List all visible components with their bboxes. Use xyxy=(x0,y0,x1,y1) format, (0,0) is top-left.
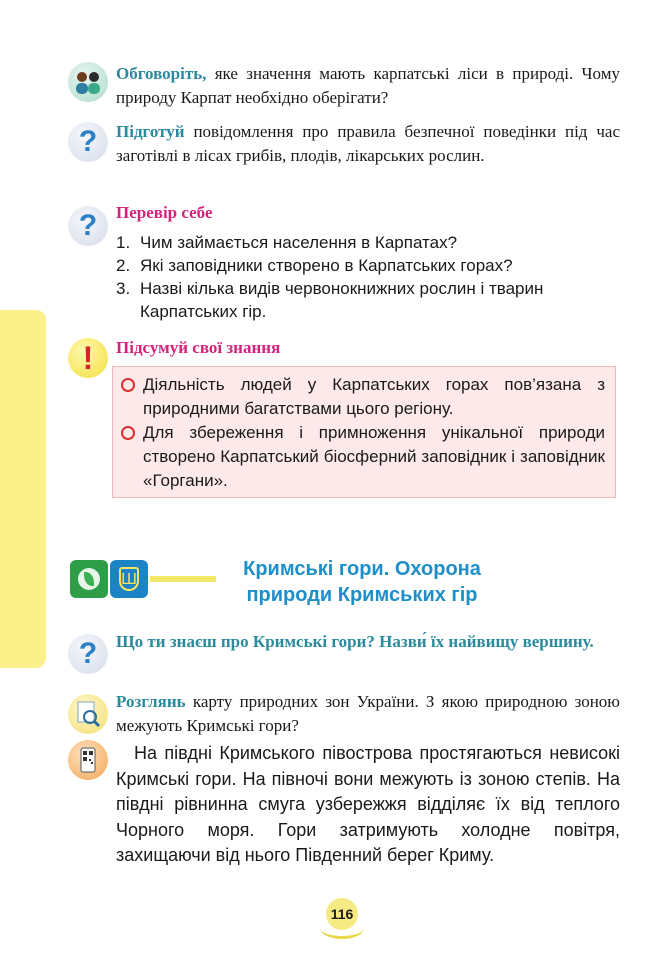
check-list xyxy=(116,231,622,323)
ring-bullet-icon xyxy=(121,378,135,392)
ukraine-trident-icon: Ш xyxy=(110,560,148,598)
page-number-swoosh xyxy=(320,918,364,939)
magnifier-map-icon xyxy=(68,694,108,734)
discuss-keyword: Обговоріть, xyxy=(116,64,207,83)
prepare-keyword: Підготуй xyxy=(116,122,185,141)
discussion-people-icon xyxy=(68,62,108,102)
body-text: На півдні Кримського півострова простягаються невисокі Кримські гори. На півночі вони межують із зоною степів. На півдні рівнинна смуга узбережжя відділяє їх від теплого Чорного моря. Гори затримують холодне повітря, захищаючи від нього Південний берег Криму. xyxy=(116,743,620,865)
side-tab xyxy=(0,310,46,668)
section-question: Що ти знаєш про Кримські гори? Назви́ їх найвищу вершину. xyxy=(116,632,594,651)
check-heading: Перевір себе xyxy=(116,203,213,222)
title-rule xyxy=(150,576,216,582)
prepare-text: повідомлення про правила безпечної поведінки під час заготівлі в лісах грибів, плодів, лікарських рослин. xyxy=(116,122,620,165)
discuss-text: яке значення мають карпатські ліси в природі. Чому природу Карпат необхідно оберігати? xyxy=(116,64,620,107)
exclamation-icon: ! xyxy=(68,338,108,378)
section-question-icon: ? xyxy=(68,634,108,674)
consider-keyword: Розглянь xyxy=(116,692,186,711)
ring-bullet-icon xyxy=(121,426,135,440)
qr-phone-icon xyxy=(68,740,108,780)
question-icon: ? xyxy=(68,122,108,162)
page-number: 116 xyxy=(326,898,358,930)
nature-leaf-icon xyxy=(70,560,108,598)
check-question-icon: ? xyxy=(68,206,108,246)
list-item: 1. Чим займається населення в Карпатах? xyxy=(116,233,458,252)
summary-box xyxy=(112,366,616,498)
summary-item: Для збереження і примноження унікальної природи створено Карпатський біосферний заповідник і заповідник «Горгани». xyxy=(121,421,605,493)
prepare-paragraph xyxy=(116,120,620,168)
list-item: 3. Назві кілька видів червонокнижних рослин і тварин Карпатських гір. xyxy=(116,279,544,321)
summary-heading: Підсумуй свої знання xyxy=(116,338,281,357)
consider-text: карту природних зон України. З якою природною зоною межують Кримські гори? xyxy=(116,692,620,735)
list-item: 2. Які заповідники створено в Карпатських горах? xyxy=(116,256,513,275)
consider-paragraph xyxy=(116,690,620,738)
discuss-paragraph xyxy=(116,62,620,110)
summary-item: Діяльність людей у Карпатських горах пов’язана з природними багатствами цього регіону. xyxy=(121,373,605,421)
section-title: Кримські гори. Охорона природи Кримських гір xyxy=(243,558,481,606)
